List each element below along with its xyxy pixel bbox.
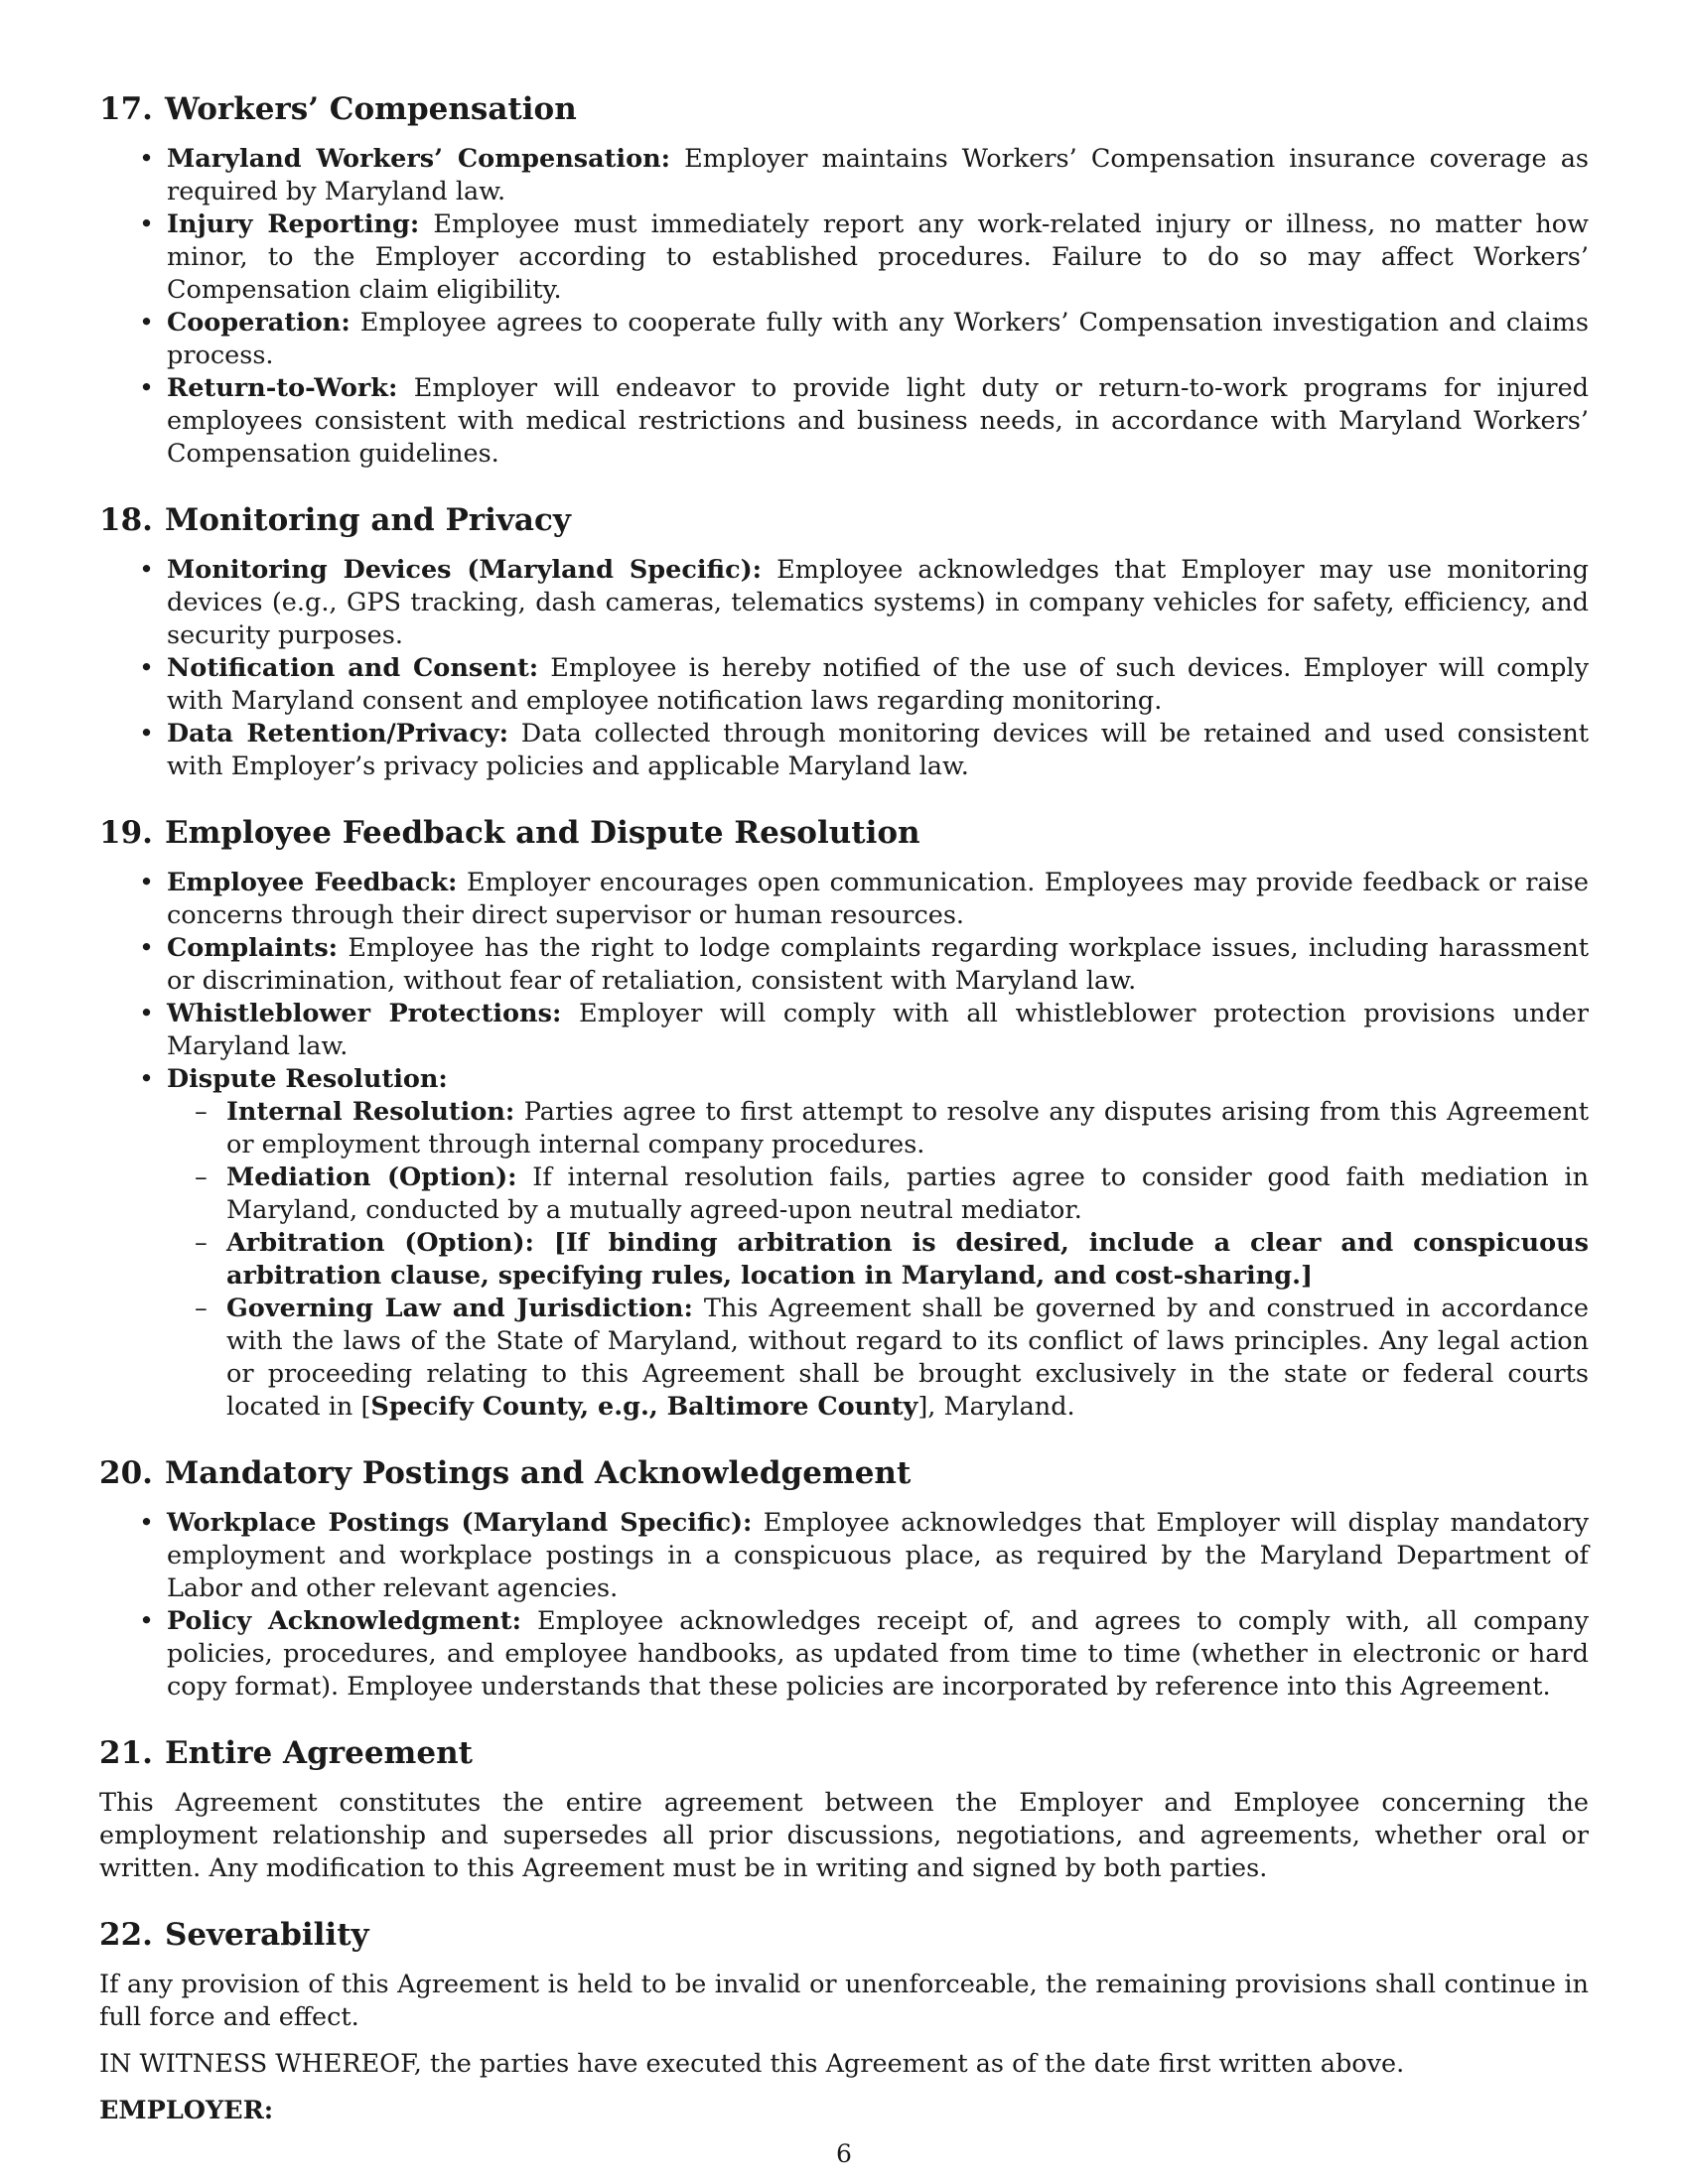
list-item: • Monitoring Devices (Maryland Specific): Employee acknowledges that Employer may use monitoring devices (e.g., GPS tracking, dash cameras, telematics systems) in company vehicles for safety, efficiency, and security purposes. <box>167 554 1589 652</box>
list-item: • Dispute Resolution: – Internal Resolution: Parties agree to first attempt to resolve any disputes arising from this Agreement or employment through internal company procedures. – Mediation (Option): If internal resolution fails, parties agree to consider good faith mediation in Maryland, conducted by a mutually agreed-upon neutral mediator. – Arbitration (Option): [If binding arbitration is desired, include a clear and conspicuous arbitration clause, specifying rules, location in Maryland, and cost-sharing.] – Governing Law and Jurisdiction: This Agreement shall be governed by and construed in accordance with the laws of the State of Maryland, without regard to its conflict of laws principles. Any legal action or proceeding relating to this Agreement shall be brought exclusively in the state or federal courts located in [Specify County, e.g., Baltimore County], Maryland. <box>167 1063 1589 1424</box>
section-heading: 22. Severability <box>99 1917 369 1953</box>
list-item: • Return-to-Work: Employer will endeavor to provide light duty or return-to-work programs for injured employees consistent with medical restrictions and business needs, in accordance with Maryland Workers’ Compensation guidelines. <box>167 372 1589 471</box>
document-page <box>99 89 1589 2157</box>
witness-clause: IN WITNESS WHEREOF, the parties have executed this Agreement as of the date first written above. <box>99 2049 1405 2079</box>
bullet-list <box>99 554 1589 783</box>
section-20 <box>99 1453 1589 1704</box>
bullet-list <box>99 1507 1589 1704</box>
sub-list <box>167 1096 1589 1424</box>
section-21 <box>99 1733 1589 1885</box>
sub-list-item: – Arbitration (Option): [If binding arbitration is desired, include a clear and conspicuous arbitration clause, specifying rules, location in Maryland, and cost-sharing.] <box>226 1227 1589 1293</box>
section-18 <box>99 500 1589 783</box>
list-item: • Maryland Workers’ Compensation: Employer maintains Workers’ Compensation insurance coverage as required by Maryland law. <box>167 143 1589 208</box>
list-item: • Policy Acknowledgment: Employee acknowledges receipt of, and agrees to comply with, all company policies, procedures, and employee handbooks, as updated from time to time (whether in electronic or hard copy format). Employee understands that these policies are incorporated by reference into this Agreement. <box>167 1605 1589 1704</box>
section-22 <box>99 1915 1589 2127</box>
bullet-list <box>99 867 1589 1424</box>
page-number: 6 <box>836 2139 852 2168</box>
section-19 <box>99 813 1589 1424</box>
list-item: • Cooperation: Employee agrees to cooperate fully with any Workers’ Compensation investigation and claims process. <box>167 307 1589 372</box>
county-placeholder: Specify County, e.g., Baltimore County <box>370 1392 918 1422</box>
list-item: • Employee Feedback: Employer encourages open communication. Employees may provide feedback or raise concerns through their direct supervisor or human resources. <box>167 867 1589 932</box>
list-item: • Notification and Consent: Employee is hereby notified of the use of such devices. Employer will comply with Maryland consent and employee notification laws regarding monitoring. <box>167 652 1589 718</box>
section-17 <box>99 89 1589 471</box>
section-heading: 19. Employee Feedback and Dispute Resolution <box>99 815 920 851</box>
section-heading: 18. Monitoring and Privacy <box>99 502 571 538</box>
sub-list-item: – Mediation (Option): If internal resolution fails, parties agree to consider good faith mediation in Maryland, conducted by a mutually agreed-upon neutral mediator. <box>226 1161 1589 1227</box>
bullet-list <box>99 143 1589 471</box>
list-item: • Complaints: Employee has the right to lodge complaints regarding workplace issues, including harassment or discrimination, without fear of retaliation, consistent with Maryland law. <box>167 932 1589 998</box>
section-heading: 17. Workers’ Compensation <box>99 91 577 127</box>
employer-signature-label: EMPLOYER: <box>99 2096 274 2125</box>
list-item: • Whistleblower Protections: Employer will comply with all whistleblower protection provisions under Maryland law. <box>167 998 1589 1063</box>
paragraph: This Agreement constitutes the entire agreement between the Employer and Employee concerning the employment relationship and supersedes all prior discussions, negotiations, and agreements, whether oral or written. Any modification to this Agreement must be in writing and signed by both parties. <box>99 1788 1589 1883</box>
sub-list-item: – Governing Law and Jurisdiction: This Agreement shall be governed by and construed in accordance with the laws of the State of Maryland, without regard to its conflict of laws principles. Any legal action or proceeding relating to this Agreement shall be brought exclusively in the state or federal courts located in [Specify County, e.g., Baltimore County], Maryland. <box>226 1293 1589 1424</box>
list-item: • Workplace Postings (Maryland Specific): Employee acknowledges that Employer will display mandatory employment and workplace postings in a conspicuous place, as required by the Maryland Department of Labor and other relevant agencies. <box>167 1507 1589 1605</box>
list-item: • Data Retention/Privacy: Data collected through monitoring devices will be retained and used consistent with Employer’s privacy policies and applicable Maryland law. <box>167 718 1589 783</box>
section-heading: 20. Mandatory Postings and Acknowledgement <box>99 1455 912 1491</box>
list-item: • Injury Reporting: Employee must immediately report any work-related injury or illness, no matter how minor, to the Employer according to established procedures. Failure to do so may affect Workers’ Compensation claim eligibility. <box>167 208 1589 307</box>
paragraph: If any provision of this Agreement is held to be invalid or unenforceable, the remaining provisions shall continue in full force and effect. <box>99 1970 1589 2032</box>
sub-list-item: – Internal Resolution: Parties agree to first attempt to resolve any disputes arising from this Agreement or employment through internal company procedures. <box>226 1096 1589 1161</box>
section-heading: 21. Entire Agreement <box>99 1735 473 1771</box>
